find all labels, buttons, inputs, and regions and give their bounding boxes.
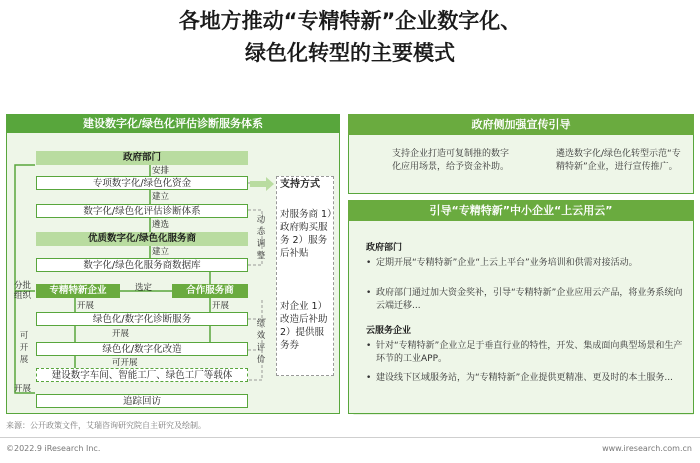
diagnosis-system-box: 数字化/绿色化评估诊断体系	[36, 204, 248, 218]
gov-bullet-2: 政府部门通过加大资金奖补，引导“专精特新”企业应用云产品，将业务系统向云端迁移...	[376, 288, 683, 311]
specialized-firm-box: 专精特新企业	[36, 284, 120, 298]
can-carry-out-label: 可开展	[112, 358, 138, 368]
gov-title: 政府部门	[366, 243, 403, 253]
perf-eval-label: 绩效评价	[256, 319, 266, 365]
right-bottom-header: 引导“专精特新”中小企业“上云用云”	[348, 200, 694, 221]
left-panel-header: 建设数字化/绿色化评估诊断服务体系	[6, 114, 340, 133]
footer-divider	[0, 437, 700, 438]
bullet: •	[366, 288, 372, 298]
can-carry-out-side-label: 可开展	[19, 331, 29, 365]
carry-out-label-3: 开展	[112, 329, 130, 339]
bullet: •	[366, 373, 372, 383]
transform-box: 绿色化/数字化改造	[36, 342, 248, 356]
cloud-bullet-1: 针对“专精特新”企业立足于垂直行业的特性，开发、集成面向典型场景和生产环节的工业APP。	[376, 341, 683, 364]
support-provider-text: 对服务商 1）政府购买服务 2）服务后补贴	[280, 209, 332, 259]
support-title: 支持方式	[280, 179, 320, 190]
carriers-box: 建设数字车间、智能工厂、绿色工厂等载体	[36, 368, 248, 382]
quality-providers-box: 优质数字化/绿色化服务商	[36, 232, 248, 246]
dynamic-adjust-label: 动态调整	[256, 215, 266, 261]
select-label-2: 选定	[135, 283, 153, 293]
support-firm-text: 对企业 1）改造后补助 2）提供服务券	[280, 301, 328, 351]
carry-out-label-2: 开展	[212, 301, 230, 311]
bullet: •	[366, 341, 372, 351]
classify-org-label: 分批组织	[14, 281, 32, 301]
bullet: •	[366, 258, 372, 268]
page-title-line2: 绿色化转型的主要模式	[245, 41, 455, 65]
gov-bullet-1: 定期开展“专精特新”企业“上云上平台”业务培训和供需对接活动。	[376, 258, 638, 268]
right-top-header: 政府侧加强宣传引导	[348, 114, 694, 135]
copyright: ©2022.9 iResearch Inc.	[6, 444, 101, 453]
cloud-bullet-2: 建设线下区域服务站，为“专精特新”企业提供更精准、更及时的本土服务...	[376, 373, 673, 383]
gov-dept-box: 政府部门	[36, 151, 248, 165]
partner-provider-box: 合作服务商	[172, 284, 248, 298]
website: www.iresearch.com.cn	[602, 444, 692, 453]
special-fund-box: 专项数字化/绿色化资金	[36, 176, 248, 190]
carry-out-label-1: 开展	[77, 301, 95, 311]
select-label-1: 遴选	[152, 220, 170, 230]
page-title-line1: 各地方推动“专精特新”企业数字化、	[178, 9, 522, 33]
right-top-item2: 遴选数字化/绿色化转型示范“专精特新”企业，进行宣传推广。	[556, 149, 681, 172]
source-note: 来源：公开政策文件，艾瑞咨询研究院自主研究及绘制。	[6, 421, 206, 430]
followup-box: 追踪回访	[36, 394, 248, 408]
carry-out-label-4: 开展	[14, 384, 32, 394]
provider-db-box: 数字化/绿色化服务商数据库	[36, 258, 248, 272]
diag-service-box: 绿色化/数字化诊断服务	[36, 312, 248, 326]
cloud-title: 云服务企业	[366, 326, 412, 336]
establish-label-1: 建立	[152, 192, 170, 202]
right-top-item1: 支持企业打造可复制推的数字化应用场景，给予资金补助。	[392, 149, 510, 172]
arrange-label: 安排	[152, 166, 170, 176]
establish-label-2: 建立	[152, 247, 170, 257]
